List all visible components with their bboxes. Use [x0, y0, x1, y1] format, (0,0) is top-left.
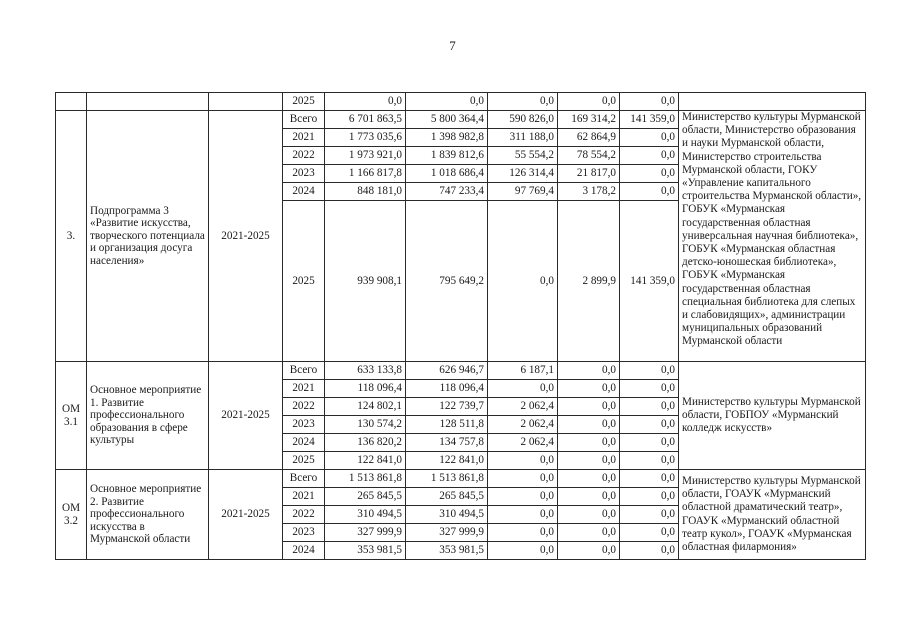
value-total: 1 973 921,0	[325, 147, 406, 165]
value-regional: 626 946,7	[406, 362, 488, 380]
value-regional: 795 649,2	[406, 201, 488, 362]
value-federal: 0,0	[488, 380, 558, 398]
value-total: 136 820,2	[325, 434, 406, 452]
year-cell: 2023	[283, 165, 325, 183]
value-regional: 1 398 982,8	[406, 129, 488, 147]
year-cell: 2022	[283, 506, 325, 524]
year-cell: 2021	[283, 129, 325, 147]
value-regional: 1 839 812,6	[406, 147, 488, 165]
value-other: 0,0	[620, 524, 679, 542]
year-cell: 2022	[283, 398, 325, 416]
budget-table	[55, 92, 866, 560]
table-row	[56, 93, 866, 111]
table-row	[56, 362, 866, 380]
value-other: 0,0	[620, 470, 679, 488]
value-other: 0,0	[620, 434, 679, 452]
section-name: Подпрограмма 3 «Развитие искусства, творческого потенциала и организация досуга населения»	[87, 111, 209, 362]
value-federal: 0,0	[488, 524, 558, 542]
value-regional: 128 511,8	[406, 416, 488, 434]
year-cell: 2024	[283, 434, 325, 452]
value-federal: 2 062,4	[488, 434, 558, 452]
value-regional: 747 233,4	[406, 183, 488, 201]
value-municipal: 0,0	[558, 524, 620, 542]
value-municipal: 3 178,2	[558, 183, 620, 201]
value-other: 141 359,0	[620, 201, 679, 362]
year-cell: 2025	[283, 93, 325, 111]
value-municipal: 0,0	[558, 398, 620, 416]
value-municipal: 78 554,2	[558, 147, 620, 165]
value-federal: 2 062,4	[488, 398, 558, 416]
year-cell: Всего	[283, 111, 325, 129]
section-responsible: Министерство культуры Мурманской области, ГОАУК «Мурманский областной драматический театр», ГОАУК «Мурманский областной театр кукол», ГОАУК «Мурманская областная филармония»	[679, 470, 866, 560]
value-federal: 0,0	[488, 542, 558, 560]
year-cell: 2021	[283, 488, 325, 506]
year-cell: 2023	[283, 524, 325, 542]
value-other: 0,0	[620, 183, 679, 201]
value-other: 0,0	[620, 488, 679, 506]
value-other: 0,0	[620, 452, 679, 470]
value-total: 1 513 861,8	[325, 470, 406, 488]
period-cell	[209, 93, 283, 111]
value-municipal: 169 314,2	[558, 111, 620, 129]
value-total: 130 574,2	[325, 416, 406, 434]
value-other: 0,0	[620, 362, 679, 380]
value-other: 0,0	[620, 129, 679, 147]
responsible-cell	[679, 93, 866, 111]
value-total: 939 908,1	[325, 201, 406, 362]
value-regional: 1 513 861,8	[406, 470, 488, 488]
name-cell	[87, 93, 209, 111]
year-cell: 2025	[283, 201, 325, 362]
value-total: 0,0	[325, 93, 406, 111]
year-cell: 2024	[283, 542, 325, 560]
value-other: 0,0	[620, 165, 679, 183]
value-municipal: 0,0	[558, 542, 620, 560]
value-municipal: 0,0	[558, 506, 620, 524]
num-cell	[56, 93, 87, 111]
value-total: 327 999,9	[325, 524, 406, 542]
value-total: 1 166 817,8	[325, 165, 406, 183]
table-row	[56, 470, 866, 488]
value-regional: 122 739,7	[406, 398, 488, 416]
page-number: 7	[449, 38, 456, 53]
section-responsible: Министерство культуры Мурманской области, Министерство образования и науки Мурманской области, Министерство строительства Мурманской области, ГОКУ «Управление капитального строительства Мурманской области», ГОБУК «Мурманская государственная областная универсальная научная библиотека», ГОБУК «Мурманская областная детско-юношеская библиотека», ГОБУК «Мурманская государственная областная специальная библиотека для слепых и слабовидящих», администрации муниципальных образований Мурманской области	[679, 111, 866, 362]
value-regional: 5 800 364,4	[406, 111, 488, 129]
value-federal: 0,0	[488, 452, 558, 470]
year-cell: 2023	[283, 416, 325, 434]
value-total: 122 841,0	[325, 452, 406, 470]
value-other: 0,0	[620, 380, 679, 398]
section-number: ОМ 3.1	[56, 362, 87, 470]
value-total: 265 845,5	[325, 488, 406, 506]
value-municipal: 21 817,0	[558, 165, 620, 183]
year-cell: 2024	[283, 183, 325, 201]
value-other: 0,0	[620, 506, 679, 524]
value-regional: 265 845,5	[406, 488, 488, 506]
value-other: 0,0	[620, 93, 679, 111]
value-federal: 590 826,0	[488, 111, 558, 129]
value-federal: 0,0	[488, 488, 558, 506]
year-cell: 2025	[283, 452, 325, 470]
value-municipal: 0,0	[558, 488, 620, 506]
value-total: 633 133,8	[325, 362, 406, 380]
value-municipal: 0,0	[558, 416, 620, 434]
value-regional: 0,0	[406, 93, 488, 111]
value-municipal: 0,0	[558, 452, 620, 470]
value-regional: 122 841,0	[406, 452, 488, 470]
table-row	[56, 111, 866, 129]
value-total: 118 096,4	[325, 380, 406, 398]
year-cell: 2021	[283, 380, 325, 398]
value-total: 124 802,1	[325, 398, 406, 416]
year-cell: Всего	[283, 470, 325, 488]
value-regional: 310 494,5	[406, 506, 488, 524]
value-federal: 0,0	[488, 93, 558, 111]
value-regional: 327 999,9	[406, 524, 488, 542]
section-number: ОМ 3.2	[56, 470, 87, 560]
value-regional: 118 096,4	[406, 380, 488, 398]
value-federal: 6 187,1	[488, 362, 558, 380]
value-federal: 126 314,4	[488, 165, 558, 183]
value-other: 0,0	[620, 398, 679, 416]
value-total: 848 181,0	[325, 183, 406, 201]
value-municipal: 2 899,9	[558, 201, 620, 362]
value-total: 310 494,5	[325, 506, 406, 524]
value-total: 1 773 035,6	[325, 129, 406, 147]
section-number: 3.	[56, 111, 87, 362]
value-federal: 0,0	[488, 506, 558, 524]
value-municipal: 0,0	[558, 470, 620, 488]
value-total: 6 701 863,5	[325, 111, 406, 129]
value-municipal: 62 864,9	[558, 129, 620, 147]
value-other: 0,0	[620, 416, 679, 434]
value-municipal: 0,0	[558, 434, 620, 452]
value-regional: 353 981,5	[406, 542, 488, 560]
value-federal: 0,0	[488, 201, 558, 362]
value-federal: 311 188,0	[488, 129, 558, 147]
year-cell: Всего	[283, 362, 325, 380]
value-other: 0,0	[620, 147, 679, 165]
section-period: 2021-2025	[209, 470, 283, 560]
section-period: 2021-2025	[209, 362, 283, 470]
value-other: 0,0	[620, 542, 679, 560]
value-regional: 134 757,8	[406, 434, 488, 452]
section-period: 2021-2025	[209, 111, 283, 362]
value-other: 141 359,0	[620, 111, 679, 129]
value-federal: 97 769,4	[488, 183, 558, 201]
value-municipal: 0,0	[558, 93, 620, 111]
value-federal: 2 062,4	[488, 416, 558, 434]
value-federal: 55 554,2	[488, 147, 558, 165]
section-responsible: Министерство культуры Мурманской области, ГОБПОУ «Мурманский колледж искусств»	[679, 362, 866, 470]
value-federal: 0,0	[488, 470, 558, 488]
value-municipal: 0,0	[558, 362, 620, 380]
value-municipal: 0,0	[558, 380, 620, 398]
year-cell: 2022	[283, 147, 325, 165]
value-regional: 1 018 686,4	[406, 165, 488, 183]
value-total: 353 981,5	[325, 542, 406, 560]
section-name: Основное мероприятие 1. Развитие профессионального образования в сфере культуры	[87, 362, 209, 470]
section-name: Основное мероприятие 2. Развитие профессионального искусства в Мурманской области	[87, 470, 209, 560]
